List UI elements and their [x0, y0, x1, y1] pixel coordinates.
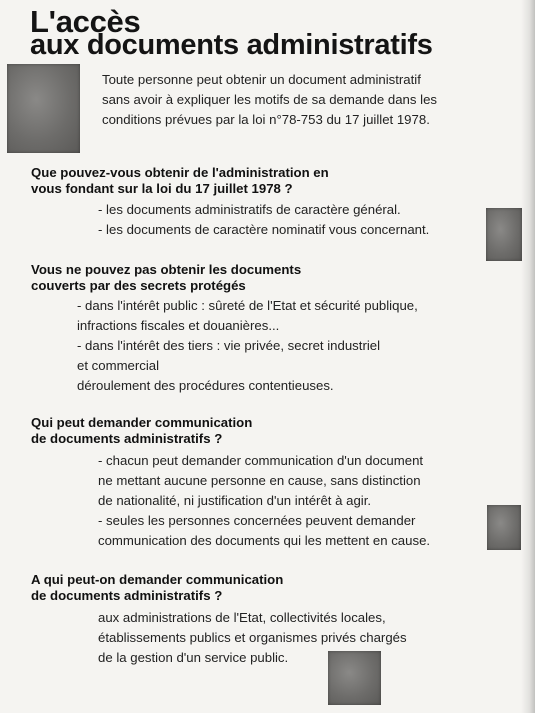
heading-line: Qui peut demander communication — [31, 415, 253, 430]
page-title-line-1: L'accès — [30, 4, 141, 39]
section-body-what-can-you-obtain — [98, 200, 429, 240]
section-body-to-whom — [98, 608, 407, 668]
body-line: déroulement des procédures contentieuses. — [77, 378, 334, 393]
page-edge-shadow — [521, 0, 535, 713]
section-body-protected-secrets — [77, 296, 418, 396]
section-body-who-can-request — [98, 451, 430, 551]
heading-line: couverts par des secrets protégés — [31, 278, 246, 293]
intro-line: Toute personne peut obtenir un document administratif — [102, 72, 421, 87]
heading-line: A qui peut-on demander communication — [31, 572, 284, 587]
heading-line: Vous ne pouvez pas obtenir les documents — [31, 262, 302, 277]
intro-line: sans avoir à expliquer les motifs de sa demande dans les — [102, 92, 437, 107]
body-line: - dans l'intérêt public : sûreté de l'Etat et sécurité publique, — [77, 298, 418, 313]
body-line: établissements publics et organismes privés chargés — [98, 630, 407, 645]
body-line: infractions fiscales et douanières... — [77, 318, 280, 333]
intro-line: conditions prévues par la loi n°78-753 du 17 juillet 1978. — [102, 112, 430, 127]
section-heading-who-can-request — [31, 415, 252, 447]
decorative-square-right-2 — [487, 505, 521, 550]
body-line: - les documents de caractère nominatif vous concernant. — [98, 222, 430, 237]
body-line: de nationalité, ni justification d'un intérêt à agir. — [98, 493, 372, 508]
decorative-square-top-left — [7, 64, 80, 153]
body-line: et commercial — [77, 358, 160, 373]
page-title-line-2: aux documents administratifs — [30, 29, 433, 61]
intro-paragraph — [102, 70, 507, 130]
heading-line: de documents administratifs ? — [31, 431, 223, 446]
body-line: - chacun peut demander communication d'un document — [98, 453, 424, 468]
body-line: - seules les personnes concernées peuvent demander — [98, 513, 416, 528]
body-line: - dans l'intérêt des tiers : vie privée, secret industriel — [77, 338, 381, 353]
section-heading-to-whom — [31, 572, 283, 604]
heading-line: Que pouvez-vous obtenir de l'administration en — [31, 165, 329, 180]
body-line: aux administrations de l'Etat, collectivités locales, — [98, 610, 386, 625]
body-line: ne mettant aucune personne en cause, sans distinction — [98, 473, 421, 488]
heading-line: de documents administratifs ? — [31, 588, 223, 603]
body-line: - les documents administratifs de caractère général. — [98, 202, 401, 217]
body-line: communication des documents qui les mettent en cause. — [98, 533, 431, 548]
section-heading-protected-secrets — [31, 262, 301, 294]
section-heading-what-can-you-obtain — [31, 165, 329, 197]
heading-line: vous fondant sur la loi du 17 juillet 1978 ? — [31, 181, 293, 196]
decorative-square-right-1 — [486, 208, 522, 261]
body-line: de la gestion d'un service public. — [98, 650, 289, 665]
